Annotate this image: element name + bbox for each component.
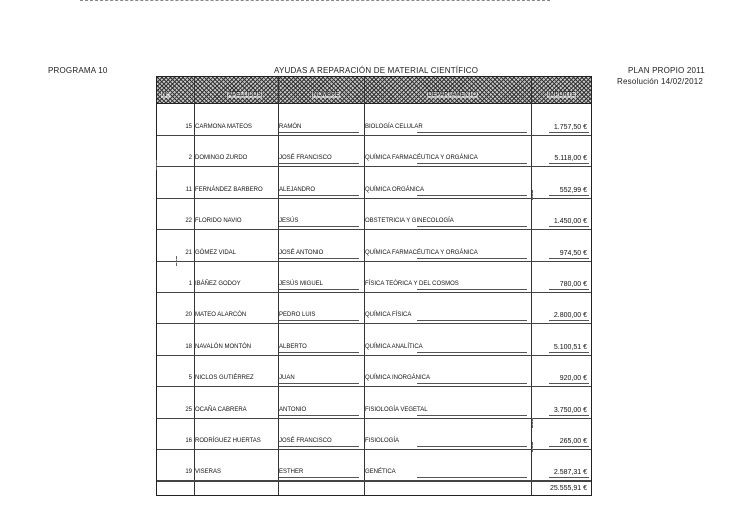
- top-cut-rule: [80, 0, 550, 3]
- row-surname: DOMINGO ZURDO: [195, 155, 248, 162]
- row-amount: 265,00 €: [559, 438, 587, 445]
- dept-underline: [417, 289, 527, 290]
- dept-underline: [417, 226, 527, 227]
- table-row: [157, 418, 591, 450]
- margin-tick: [532, 418, 533, 428]
- amount-underline: [549, 477, 589, 478]
- row-number: 5: [188, 375, 192, 382]
- row-amount: 1.450,00 €: [553, 218, 587, 226]
- table-row: [157, 135, 591, 167]
- row-department: FISIOLOGÍA: [365, 438, 400, 444]
- amount-underline: [549, 320, 589, 321]
- col-header-name: NOMBRE: [313, 92, 340, 98]
- row-number: 16: [185, 438, 192, 444]
- name-underline: [279, 132, 359, 133]
- row-number: 15: [185, 124, 192, 130]
- plan-label: PLAN PROPIO 2011: [628, 66, 705, 75]
- row-name: ANTONIO: [279, 406, 307, 413]
- row-surname: NICLOS GUTIÉRREZ: [195, 375, 254, 382]
- row-surname: RODRÍGUEZ HUERTAS: [195, 438, 261, 444]
- document-title: AYUDAS A REPARACIÓN DE MATERIAL CIENTÍFICO: [274, 66, 479, 75]
- margin-tick: [176, 256, 177, 266]
- amount-underline: [549, 352, 589, 353]
- row-department: QUÍMICA INORGÁNICA: [365, 375, 431, 382]
- name-underline: [279, 289, 359, 290]
- row-number: 1: [188, 281, 192, 287]
- row-name: ESTHER: [279, 469, 304, 476]
- amount-underline: [549, 132, 589, 133]
- row-number: 11: [185, 186, 192, 193]
- name-underline: [279, 352, 359, 353]
- row-name: PEDRO LUIS: [279, 312, 316, 319]
- resolution-label: Resolución 14/02/2012: [617, 77, 704, 86]
- row-surname: FERNÁNDEZ BARBERO: [195, 186, 263, 193]
- name-underline: [279, 415, 359, 416]
- row-number: 18: [185, 343, 192, 350]
- table-row: [157, 198, 591, 230]
- row-amount: 1.757,50 €: [553, 124, 587, 131]
- row-amount: 780,00 €: [559, 281, 587, 288]
- row-number: 20: [185, 312, 192, 319]
- row-surname: FLORIDO NAVIO: [195, 218, 242, 225]
- amount-underline: [549, 163, 589, 164]
- row-department: FÍSICA TEÓRICA Y DEL COSMOS: [365, 281, 459, 287]
- row-department: QUÍMICA FARMACÉUTICA Y ORGÁNICA: [365, 249, 478, 256]
- name-underline: [279, 195, 359, 196]
- row-surname: OCAÑA CABRERA: [195, 406, 247, 413]
- name-underline: [279, 477, 359, 478]
- amount-underline: [549, 195, 589, 196]
- table-row: [157, 104, 591, 136]
- dept-underline: [417, 195, 527, 196]
- row-number: 19: [185, 469, 192, 476]
- dept-underline: [417, 320, 527, 321]
- row-name: RAMÓN: [279, 124, 302, 130]
- table-row: [157, 324, 591, 356]
- row-number: 2: [188, 155, 192, 162]
- name-underline: [279, 383, 359, 384]
- row-amount: 5.118,00 €: [554, 155, 587, 163]
- grants-table: [156, 76, 592, 496]
- row-name: ALEJANDRO: [279, 186, 316, 193]
- row-name: JOSÉ ANTONIO: [279, 249, 324, 256]
- row-department: BIOLOGÍA CELULAR: [365, 124, 423, 130]
- amount-underline: [549, 383, 589, 384]
- col-header-num: Nº: [162, 92, 169, 98]
- name-underline: [279, 320, 359, 321]
- row-amount: 2.587,31 €: [553, 469, 587, 477]
- row-name: JOSÉ FRANCISCO: [279, 155, 332, 162]
- table-row: [157, 387, 591, 419]
- total-row: [157, 481, 591, 496]
- dept-underline: [417, 415, 527, 416]
- margin-tick: [156, 160, 157, 170]
- row-name: JESÚS: [279, 218, 299, 225]
- row-surname: IBÁÑEZ GODOY: [195, 281, 241, 287]
- table-row: [157, 167, 591, 199]
- row-department: QUÍMICA FARMACÉUTICA Y ORGÁNICA: [365, 155, 478, 162]
- amount-underline: [549, 289, 589, 290]
- row-surname: CARMONA MATEOS: [195, 124, 252, 130]
- program-label: PROGRAMA 10: [48, 66, 108, 75]
- margin-tick: [532, 442, 533, 452]
- row-amount: 2.800,00 €: [553, 312, 587, 320]
- row-department: OBSTETRICIA Y GINECOLOGÍA: [365, 218, 454, 225]
- table-row: [157, 230, 591, 262]
- col-header-surname: APELLIDOS: [228, 92, 262, 98]
- table-row: [157, 261, 591, 293]
- row-name: JESÚS MIGUEL: [279, 281, 324, 287]
- amount-underline: [549, 415, 589, 416]
- dept-underline: [417, 477, 527, 478]
- row-name: ALBERTO: [279, 343, 307, 350]
- row-surname: VISERAS: [195, 469, 222, 476]
- col-header-dept: DEPARTAMENTO: [428, 92, 477, 98]
- dept-underline: [417, 132, 527, 133]
- table-row: [157, 355, 591, 387]
- row-number: 25: [185, 406, 192, 413]
- row-department: QUÍMICA ORGÁNICA: [365, 186, 425, 193]
- dept-underline: [417, 383, 527, 384]
- name-underline: [279, 163, 359, 164]
- row-department: FISIOLOGÍA VEGETAL: [365, 406, 428, 413]
- row-surname: MATEO ALARCÓN: [195, 312, 247, 319]
- name-underline: [279, 446, 359, 447]
- row-department: QUÍMICA ANALÍTICA: [365, 343, 423, 350]
- name-underline: [279, 226, 359, 227]
- name-underline: [279, 258, 359, 259]
- row-amount: 974,50 €: [559, 249, 587, 257]
- row-surname: NAVALÓN MONTÓN: [195, 343, 252, 350]
- row-amount: 552,99 €: [559, 186, 587, 194]
- row-department: GENÉTICA: [365, 469, 396, 476]
- row-number: 21: [185, 249, 192, 256]
- table-header: [157, 77, 591, 104]
- margin-tick: [532, 190, 533, 200]
- dept-underline: [417, 163, 527, 164]
- amount-underline: [549, 258, 589, 259]
- row-amount: 5.100,51 €: [553, 343, 587, 351]
- col-header-amount: IMPORTE: [548, 92, 576, 98]
- row-amount: 920,00 €: [559, 375, 587, 383]
- dept-underline: [417, 258, 527, 259]
- dept-underline: [417, 446, 527, 447]
- table-row: [157, 292, 591, 324]
- amount-underline: [549, 446, 589, 447]
- dept-underline: [417, 352, 527, 353]
- row-number: 22: [185, 218, 192, 225]
- row-name: JOSÉ FRANCISCO: [279, 438, 332, 444]
- row-name: JUAN: [279, 375, 295, 382]
- row-amount: 3.750,00 €: [553, 406, 587, 414]
- row-department: QUÍMICA FÍSICA: [365, 312, 412, 319]
- table-row: [157, 449, 591, 481]
- row-surname: GÓMEZ VIDAL: [195, 249, 237, 256]
- amount-underline: [549, 226, 589, 227]
- total-amount: 25.555,91 €: [550, 485, 587, 492]
